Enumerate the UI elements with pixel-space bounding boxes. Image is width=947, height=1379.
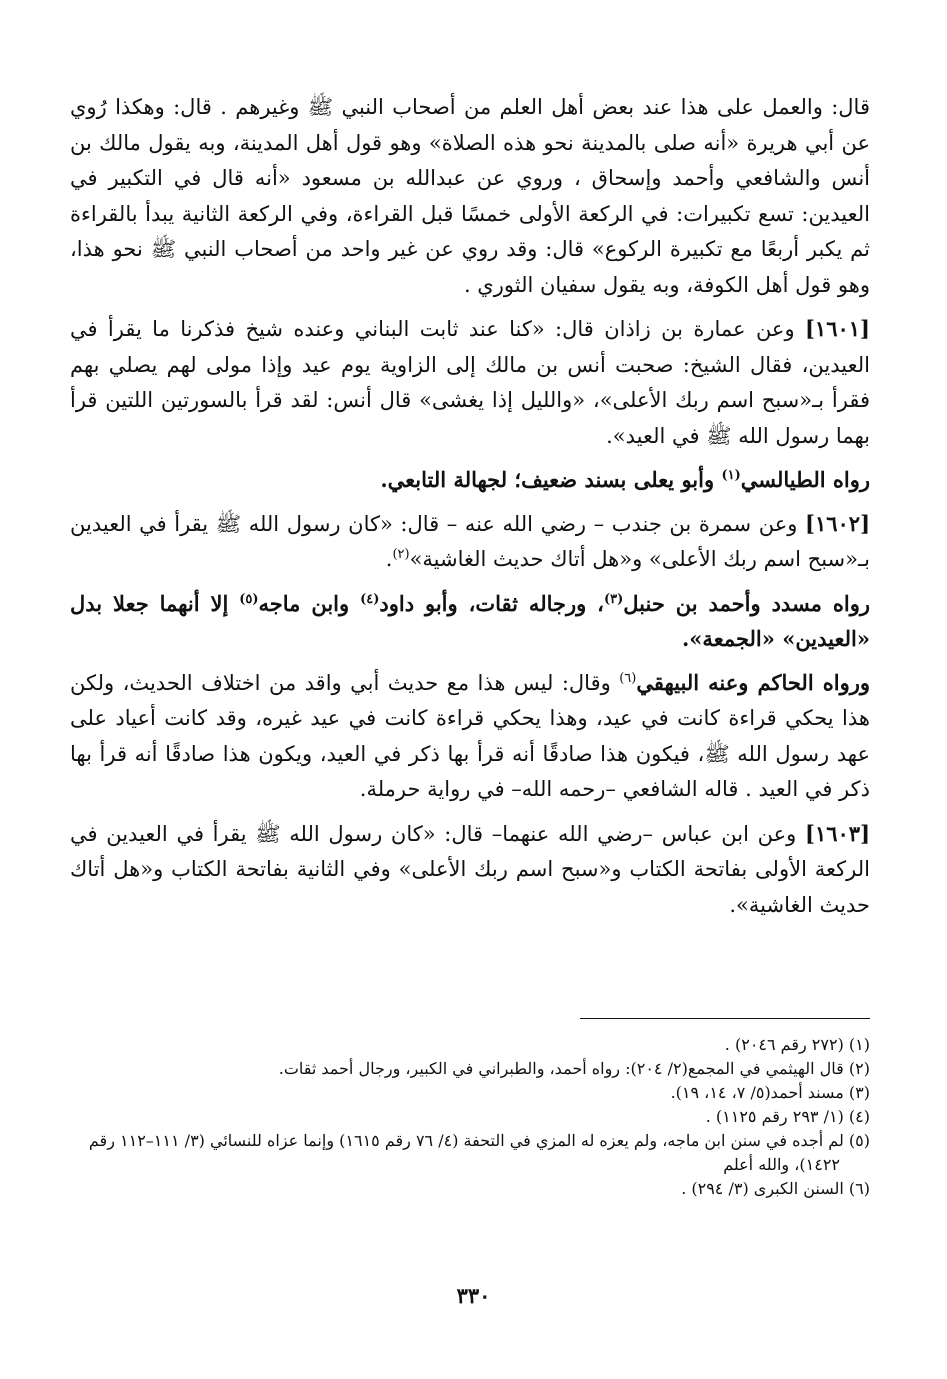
footnote-1: (١) (٢٧٢ رقم ٢٠٤٦) . bbox=[724, 1035, 870, 1054]
takhrij-text: وأبو يعلى بسند ضعيف؛ لجهالة التابعي. bbox=[380, 467, 722, 492]
takhrij-1602 bbox=[70, 586, 870, 657]
takhrij-1601 bbox=[70, 462, 870, 498]
hadith-text: وعن ابن عباس –رضي الله عنهما– قال: «كان رسول الله ﷺ يقرأ في العيدين في الركعة الأولى بفاتحة الكتاب و«سبح اسم ربك الأعلى» وفي الثانية بفاتحة الكتاب و«هل أتاك حديث الغاشية». bbox=[70, 821, 870, 917]
takhrij-text: رواه مسدد وأحمد بن حنبل bbox=[623, 590, 870, 616]
page-number: ٣٣٠ bbox=[456, 1283, 491, 1308]
hadith-number: [١٦٠١] bbox=[804, 316, 870, 341]
footnote-ref: (٣) bbox=[603, 591, 624, 607]
takhrij-bold: ورواه الحاكم وعنه البيهقي bbox=[636, 669, 870, 695]
takhrij-text: وقال: ليس هذا مع حديث أبي واقد من اختلاف الحديث، ولكن هذا يحكي قراءة كانت في عيد، وهذا يحكي قراءة كانت في عيد غيره، وقد كانت أعياد على عهد رسول الله ﷺ، فيكون هذا صادقًا أنه قرأ بها ذكر في العيد، ويكون هذا صادقًا أنه قرأ بها ذكر في العيد . قاله الشافعي –رحمه الله– في رواية حرملة. bbox=[70, 670, 870, 801]
footnote-ref: (٦) bbox=[619, 670, 637, 686]
footnote-3: (٣) مسند أحمد(٥/ ٧، ١٤، ١٩). bbox=[670, 1083, 870, 1102]
hadith-text-end: . bbox=[385, 547, 393, 571]
takhrij-hakim bbox=[70, 665, 870, 808]
hadith-text: وعن سمرة بن جندب – رضي الله عنه – قال: «كان رسول الله ﷺ يقرأ في العيدين بـ«سبح اسم ربك الأعلى» و«هل أتاك حديث الغاشية» bbox=[70, 511, 870, 571]
hadith-1602 bbox=[70, 506, 870, 578]
footnote-2: (٢) قال الهيثمي في المجمع(٢/ ٢٠٤): رواه أحمد، والطبراني في الكبير، ورجال أحمد ثقات. bbox=[278, 1059, 870, 1078]
footnote-4: (٤) (١/ ٢٩٣ رقم ١١٢٥) . bbox=[705, 1107, 870, 1126]
footnote-ref: (٥) bbox=[239, 591, 259, 607]
takhrij-text: وابن ماجه bbox=[258, 590, 361, 616]
footnote-divider bbox=[580, 1018, 870, 1019]
hadith-1601 bbox=[70, 311, 870, 454]
takhrij-text: ، ورجاله ثقات، وأبو داود bbox=[379, 590, 604, 616]
footnote-6: (٦) السنن الكبرى (٣/ ٢٩٤) . bbox=[681, 1179, 870, 1198]
footnote-ref: (١) bbox=[721, 468, 741, 483]
hadith-number: [١٦٠٢] bbox=[805, 510, 870, 536]
takhrij-text: رواه الطيالسي bbox=[740, 467, 870, 492]
footnote-ref: (٢) bbox=[392, 547, 410, 562]
paragraph-text: قال: والعمل على هذا عند بعض أهل العلم من أصحاب النبي ﷺ وغيرهم . قال: وهكذا رُوي عن أبي هريرة «أنه صلى بالمدينة نحو هذه الصلاة» وهو قول أهل المدينة، وبه يقول مالك بن أنس والشافعي وأحمد وإسحاق ، وروي عن عبدالله بن مسعود «أنه قال في التكبير في العيدين: تسع تكبيرات: في الركعة الأولى خمسًا قبل القراءة، وفي الركعة الثانية يبدأ بالقراءة ثم يكبر أربعًا مع تكبيرة الركوع» قال: وقد روي عن غير واحد من أصحاب النبي ﷺ نحو هذا، وهو قول أهل الكوفة، وبه يقول سفيان الثوري . bbox=[70, 95, 870, 297]
footnotes bbox=[70, 1033, 870, 1201]
takhrij-text: إلا أنهما جعلا بدل «العيدين» «الجمعة». bbox=[70, 590, 870, 651]
footnote-ref: (٤) bbox=[360, 591, 380, 607]
footnote-5: (٥) لم أجده في سنن ابن ماجه، ولم يعزه له المزي في التحفة (٤/ ٧٦ رقم ١٦١٥) وإنما عزاه للنسائي (٣/ ١١١–١١٢ رقم ١٤٢٢)، والله أعلم bbox=[88, 1131, 870, 1174]
paragraph-intro bbox=[70, 90, 870, 303]
hadith-text: وعن عمارة بن زاذان قال: «كنا عند ثابت البناني وعنده شيخ فذكرنا ما يقرأ في العيدين، فقال الشيخ: صحبت أنس بن مالك إلى الزاوية يوم عيد وإذا مولى لهم يصلي بهم فقرأ بـ«سبح اسم ربك الأعلى»، «والليل إذا يغشى» قال أنس: لقد قرأ بالسورتين اللتين قرأ بهما رسول الله ﷺ في العيد». bbox=[70, 317, 870, 448]
hadith-number: [١٦٠٣] bbox=[805, 820, 870, 846]
main-text bbox=[70, 90, 870, 931]
hadith-1603 bbox=[70, 816, 870, 924]
